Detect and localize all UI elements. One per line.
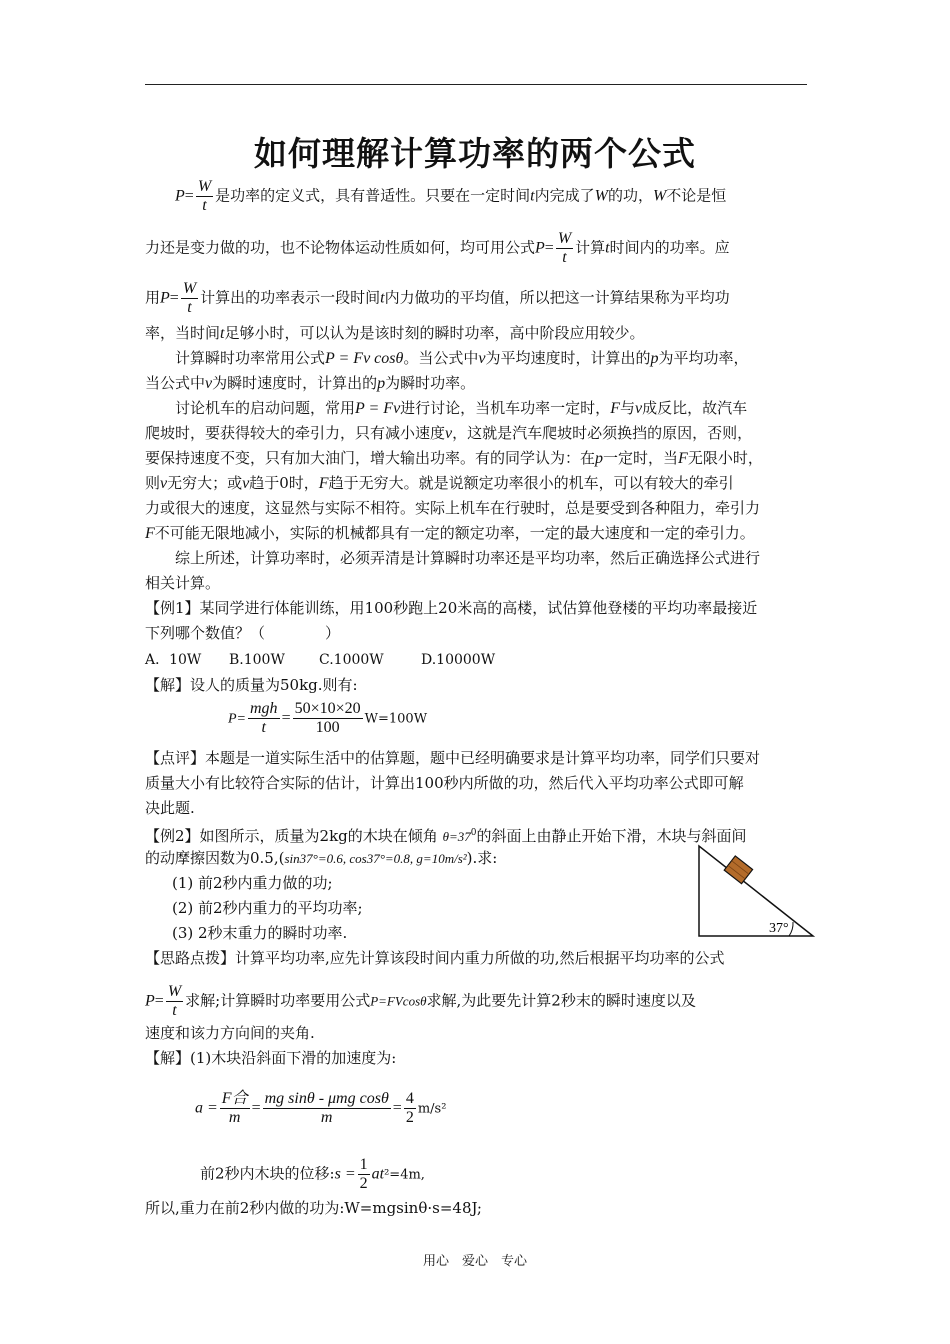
para4-line1: 综上所述，计算功率时，必须弄清是计算瞬时功率还是平均功率，然后正确选择公式进行 xyxy=(175,549,761,567)
page-title: 如何理解计算功率的两个公式 xyxy=(254,134,696,173)
para4-line2: 相关计算。 xyxy=(145,574,221,592)
para3-line6: F不可能无限地减小，实际的机械都具有一定的额定功率，一定的最大速度和一定的牵引力。 xyxy=(145,524,755,542)
option-d: D.10000W xyxy=(421,652,496,668)
option-a: A．10W xyxy=(145,652,202,668)
acceleration-formula: a = $\frac{\text{F合}}{m}$ = $\frac{\text{mg sinθ - μmg cosθ}}{m}$ = $\frac{4}{2}$ m/s² xyxy=(195,1090,447,1126)
para3-line2: 爬坡时，要获得较大的牵引力，只有减小速度v，这就是汽车爬坡时必须换挡的原因，否则， xyxy=(145,424,753,442)
ex1-review-line3: 决此题. xyxy=(145,799,195,817)
work-result: 所以,重力在前2秒内做的功为:W=mgsinθ·s=48J; xyxy=(145,1199,482,1217)
para1-line2: 力还是变力做的功，也不论物体运动性质如何，均可用公式P= $\frac{W}{t}$ 计算t时间内的功率。应 xyxy=(145,230,730,266)
frac-w-t: $\frac{W}{t}$ xyxy=(557,230,572,266)
wooden-block xyxy=(724,856,752,884)
ex1-line2: 下列哪个数值？（ ） xyxy=(145,624,341,642)
para2-line2: 当公式中v为瞬时速度时，计算出的p为瞬时功率。 xyxy=(145,374,476,392)
ex2-hint-line1: 【思路点拨】计算平均功率,应先计算该段时间内重力所做的功,然后根据平均功率的公式 xyxy=(145,949,725,967)
para3-line5: 力或很大的速度，这显然与实际不相符。实际上机车在行驶时，总是要受到各种阻力，牵引力 xyxy=(145,499,761,517)
para3-line4: 则v无穷大；或v趋于0时，F趋于无穷大。就是说额定功率很小的机车，可以有较大的牵引 xyxy=(145,474,734,492)
incline-triangle xyxy=(699,846,813,936)
ex1-review-line2: 质量大小有比较符合实际的估计，计算出100秒内所做的功，然后代入平均功率公式即可解 xyxy=(145,774,744,792)
frac-w-t: $\frac{W}{t}$ xyxy=(167,983,182,1019)
ex2-solution1: 【解】(1)木块沿斜面下滑的加速度为: xyxy=(145,1049,397,1067)
frac-w-t: $\frac{W}{t}$ xyxy=(197,178,212,214)
ex1-options xyxy=(145,650,813,670)
ex2-hint-line3: 速度和该力方向间的夹角. xyxy=(145,1024,315,1042)
para1-line4: 率，当时间t足够小时，可以认为是该时刻的瞬时功率，高中阶段应用较少。 xyxy=(145,324,645,342)
para3-line3: 要保持速度不变，只有加大油门，增大输出功率。有的同学认为：在p一定时，当F无限小时， xyxy=(145,449,763,467)
ex2-hint-line2: P= $\frac{W}{t}$ 求解;计算瞬时功率要用公式P=FVcosθ求解,为此要先计算2秒末的瞬时速度以及 xyxy=(145,983,696,1019)
para3-line1: 讨论机车的启动问题，常用P = Fv进行讨论，当机车功率一定时，F与v成反比，故汽车 xyxy=(175,399,748,417)
displacement-line: 前2秒内木块的位移:s = $\frac{1}{2}$ at²=4m, xyxy=(200,1156,425,1192)
ex2-question1: (1) 前2秒内重力做的功; xyxy=(172,874,333,892)
page-footer: 用心 爱心 专心 xyxy=(422,1254,527,1269)
para1-line3: 用P= $\frac{W}{t}$ 计算出的功率表示一段时间t内力做功的平均值，所以把这一计算结果称为平均功 xyxy=(145,280,730,316)
ex1-solution: 【解】设人的质量为50kg.则有: xyxy=(145,676,358,694)
incline-diagram xyxy=(697,842,817,938)
ex2-line1: 【例2】如图所示，质量为2kg的木块在倾角 $\theta=37^0$的斜面上由静止开始下滑，木块与斜面间 xyxy=(145,827,747,845)
option-c: C.1000W xyxy=(319,652,384,668)
ex2-line2: 的动摩擦因数为0.5,(sin37°=0.6, cos37°=0.8, g=10m/s²).求: xyxy=(145,849,498,867)
ex2-question2: (2) 前2秒内重力的平均功率; xyxy=(172,899,363,917)
ex1-line1: 【例1】某同学进行体能训练，用100秒跑上20米高的高楼，试估算他登楼的平均功率最接近 xyxy=(145,599,758,617)
para2-line1: 计算瞬时功率常用公式P = Fv cosθ。当公式中v为平均速度时，计算出的p为平均功率， xyxy=(175,349,749,367)
frac-w-t: $\frac{W}{t}$ xyxy=(182,280,197,316)
para1-line1: P= $\frac{W}{t}$ 是功率的定义式，具有普适性。只要在一定时间t内完成了W的功，W不论是恒 xyxy=(175,178,727,214)
ex1-formula: P= $\frac{\text{mgh}}{t}$ = $\frac{50\times 10\times 20}{100}$ W=100W xyxy=(228,700,428,736)
ex2-question3: (3) 2秒末重力的瞬时功率. xyxy=(172,924,348,942)
header-rule xyxy=(145,84,807,85)
angle-arc xyxy=(789,922,793,936)
ex1-review-line1: 【点评】本题是一道实际生活中的估算题，题中已经明确要求是计算平均功率，同学们只要对 xyxy=(145,749,761,767)
angle-label: 37° xyxy=(769,921,789,936)
option-b: B.100W xyxy=(229,652,285,668)
